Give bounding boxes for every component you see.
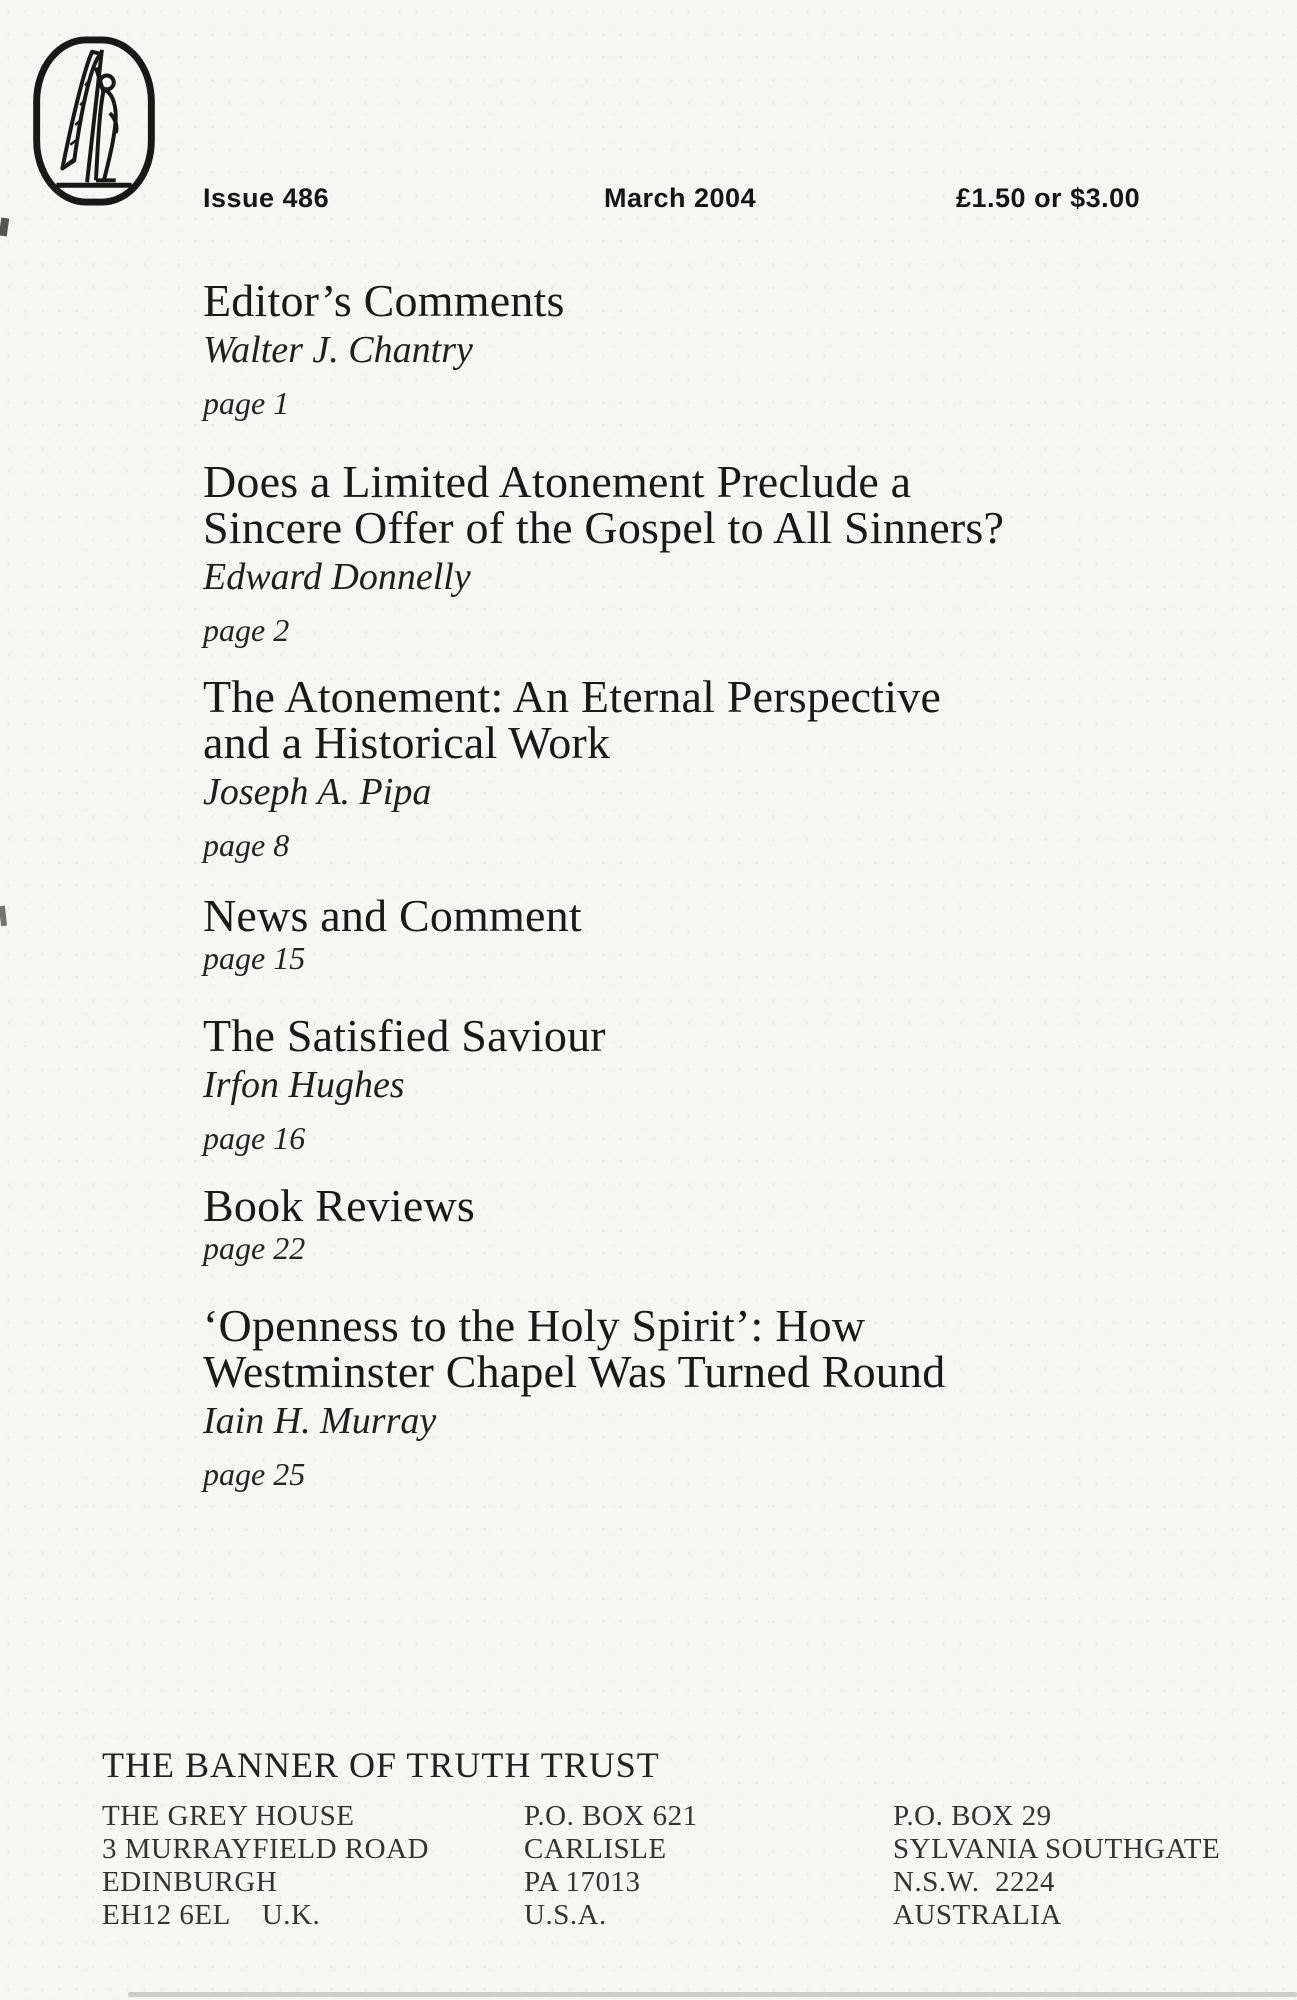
- issue-number: Issue 486: [203, 183, 330, 213]
- article-author: Irfon Hughes: [203, 1064, 405, 1106]
- article-title: Editor’s Comments: [203, 275, 565, 326]
- address-line: EH12 6EL U.K.: [102, 1899, 321, 1931]
- issue-price: £1.50 or $3.00: [956, 183, 1141, 213]
- toc-entry-editors-comments: [203, 275, 1223, 421]
- toc-entry-book-reviews: [203, 1180, 1223, 1266]
- article-author: Iain H. Murray: [203, 1400, 437, 1442]
- scan-artifact: [0, 906, 7, 927]
- address-uk: [102, 1800, 429, 1932]
- article-page-ref: page 8: [203, 827, 290, 863]
- article-title-line-2: and a Historical Work: [203, 717, 611, 768]
- article-page-ref: page 2: [203, 612, 290, 648]
- address-line: EDINBURGH: [102, 1866, 278, 1898]
- article-page-ref: page 22: [203, 1230, 306, 1266]
- address-line: THE GREY HOUSE: [102, 1800, 355, 1832]
- address-usa: [524, 1800, 698, 1932]
- address-line: 3 MURRAYFIELD ROAD: [102, 1833, 429, 1865]
- article-page-ref: page 15: [203, 940, 306, 976]
- issue-date: March 2004: [604, 183, 757, 213]
- banner-of-truth-logo: [30, 34, 158, 208]
- address-line: CARLISLE: [524, 1833, 667, 1865]
- article-page-ref: page 1: [203, 385, 290, 421]
- article-author: Joseph A. Pipa: [203, 771, 432, 813]
- publisher-name: THE BANNER OF TRUTH TRUST: [102, 1745, 660, 1785]
- address-line: SYLVANIA SOUTHGATE: [893, 1833, 1221, 1865]
- article-title-line-1: Does a Limited Atonement Preclude a: [203, 456, 912, 507]
- article-author: Edward Donnelly: [203, 556, 471, 598]
- article-title-line-1: The Atonement: An Eternal Perspective: [203, 671, 942, 722]
- scan-artifact: [0, 218, 9, 237]
- article-page-ref: page 25: [203, 1456, 306, 1492]
- toc-entry-limited-atonement: [203, 456, 1223, 648]
- scan-artifact-bottom-bar: [128, 1992, 1297, 1997]
- address-line: PA 17013: [524, 1866, 641, 1898]
- address-line: N.S.W. 2224: [893, 1866, 1056, 1898]
- address-line: U.S.A.: [524, 1899, 607, 1931]
- address-line: P.O. BOX 621: [524, 1800, 698, 1832]
- article-page-ref: page 16: [203, 1120, 306, 1156]
- robed-figure-with-banner-icon: [30, 34, 158, 208]
- address-line: AUSTRALIA: [893, 1899, 1062, 1931]
- article-title: The Satisfied Saviour: [203, 1010, 606, 1061]
- toc-entry-news-and-comment: [203, 890, 1223, 976]
- address-line: P.O. BOX 29: [893, 1800, 1052, 1832]
- article-author: Walter J. Chantry: [203, 329, 473, 371]
- article-title-line-2: Sincere Offer of the Gospel to All Sinners?: [203, 502, 1005, 553]
- toc-entry-satisfied-saviour: [203, 1010, 1223, 1156]
- article-title-line-1: ‘Openness to the Holy Spirit’: How: [203, 1300, 866, 1351]
- toc-entry-openness-holy-spirit: [203, 1300, 1223, 1492]
- toc-entry-atonement-eternal: [203, 671, 1223, 863]
- article-title: News and Comment: [203, 890, 582, 941]
- article-title-line-2: Westminster Chapel Was Turned Round: [203, 1346, 946, 1397]
- article-title: Book Reviews: [203, 1180, 475, 1231]
- address-australia: [893, 1800, 1220, 1932]
